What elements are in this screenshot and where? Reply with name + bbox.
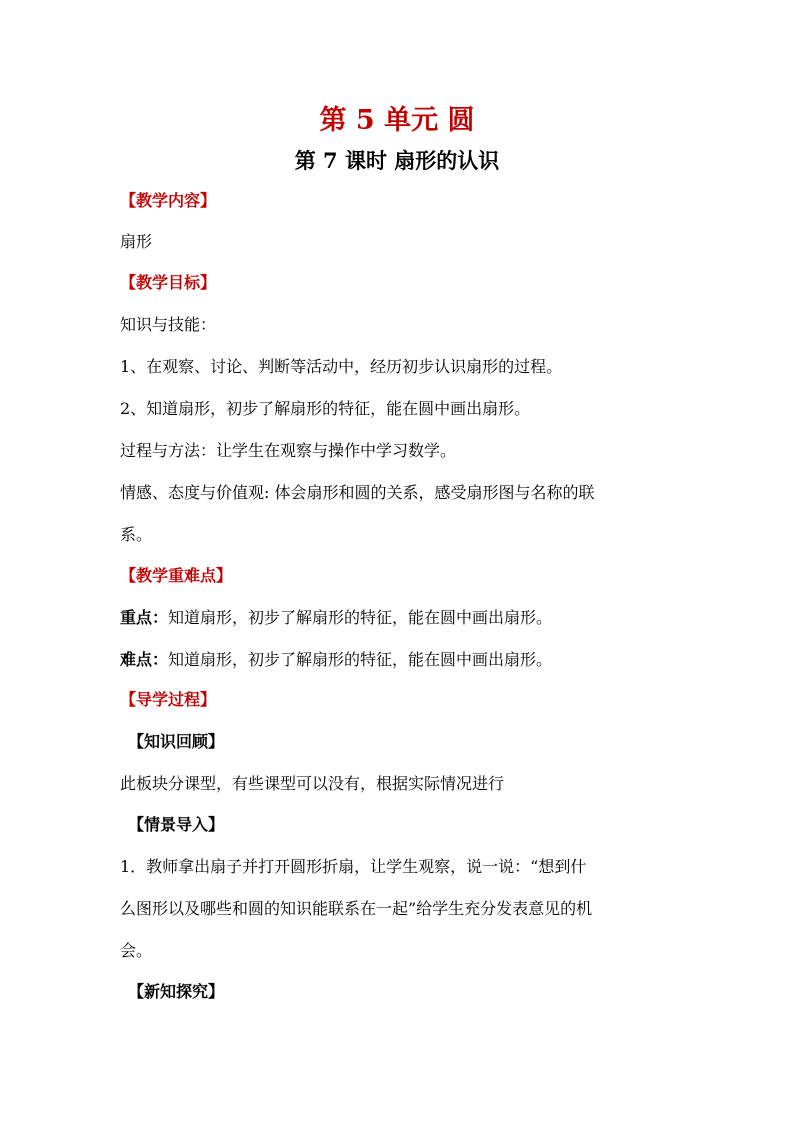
keypoints-heading: 【教学重难点】 [120,566,233,585]
content-heading: 【教学内容】 [120,191,217,210]
emotion-line-2: 系。 [120,525,153,544]
intro-heading: 【情景导入】 [128,815,225,834]
content-text: 扇形 [120,232,153,251]
key-point [120,608,680,628]
goals-intro: 知识与技能： [120,315,217,334]
emotion-line-1: 情感、态度与价值观: 体会扇形和圆的关系，感受扇形图与名称的联 [120,483,595,502]
goal-2: 2、知道扇形，初步了解扇形的特征，能在圆中画出扇形。 [120,399,531,418]
unit-title: 第 5 单元 圆 [319,105,475,136]
review-text: 此板块分课型，有些课型可以没有，根据实际情况进行 [120,774,505,793]
key-label: 重点： [120,608,169,627]
difficult-label: 难点： [120,650,169,669]
intro-line-1: 1．教师拿出扇子并打开圆形折扇，让学生观察，说一说：“想到什 [120,857,587,876]
intro-line-3: 会。 [120,941,153,960]
process-method: 过程与方法：让学生在观察与操作中学习数学。 [120,441,457,460]
key-text: 知道扇形，初步了解扇形的特征，能在圆中画出扇形。 [168,608,553,627]
intro-line-2: 么图形以及哪些和圆的知识能联系在一起”给学生充分发表意见的机 [120,899,593,918]
guide-heading: 【导学过程】 [120,690,217,709]
goals-heading: 【教学目标】 [120,273,217,292]
difficult-point [120,650,680,670]
explore-heading: 【新知探究】 [128,982,225,1001]
difficult-text: 知道扇形，初步了解扇形的特征，能在圆中画出扇形。 [168,650,553,669]
review-heading: 【知识回顾】 [128,732,225,751]
goal-1: 1、在观察、讨论、判断等活动中，经历初步认识扇形的过程。 [120,357,563,376]
lesson-title: 第 7 课时 扇形的认识 [294,148,500,173]
